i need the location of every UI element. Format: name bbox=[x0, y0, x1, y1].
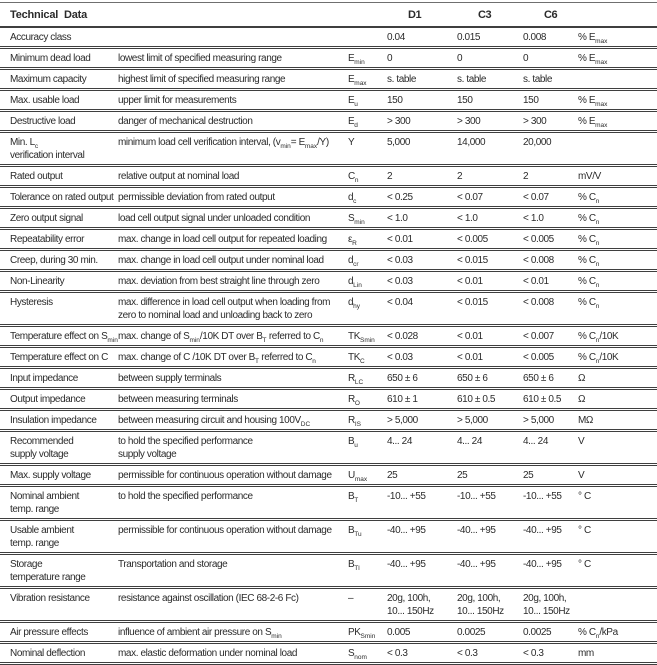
cell-value-c3: > 5,000 bbox=[457, 415, 488, 426]
cell-value-c6: 650 ± 6 bbox=[523, 373, 554, 384]
cell-value-d1: < 1.0 bbox=[387, 213, 408, 224]
cell-value-d1: < 0.03 bbox=[387, 352, 413, 363]
cell-parameter: Destructive load bbox=[10, 116, 76, 127]
cell-unit: % $E_{max}$ bbox=[578, 116, 608, 129]
cell-parameter: Nominal deflection bbox=[10, 648, 86, 659]
cell-value-c3: 650 ± 6 bbox=[457, 373, 488, 384]
cell-unit: V bbox=[578, 436, 585, 447]
cell-unit: mV/V bbox=[578, 171, 601, 182]
cell-value-c3: > 300 bbox=[457, 116, 481, 127]
cell-value-c3: 610 ± 0.5 bbox=[457, 394, 496, 405]
cell-value-c3: < 0.01 bbox=[457, 276, 483, 287]
cell-value-c3: 25 bbox=[457, 470, 468, 481]
cell-value-c3: 0 bbox=[457, 53, 463, 64]
cell-unit: % $E_{max}$ bbox=[578, 32, 608, 45]
cell-value-c3: < 0.3 bbox=[457, 648, 478, 659]
cell-value-c6: > 5,000 bbox=[523, 415, 554, 426]
cell-symbol: $E_d$ bbox=[348, 116, 358, 129]
table-row bbox=[0, 368, 657, 389]
cell-value-c6: < 0.008 bbox=[523, 297, 554, 308]
table-row bbox=[0, 208, 657, 229]
cell-description: max. change in load cell output for repeated loading bbox=[118, 234, 327, 245]
cell-description: highest limit of specified measuring range bbox=[118, 74, 286, 85]
table-row bbox=[0, 27, 657, 48]
cell-value-c3: s. table bbox=[457, 74, 487, 85]
cell-description: minimum load cell verification interval, $(v_{min}= E_{max}/Y)$ bbox=[118, 137, 329, 150]
table-row bbox=[0, 588, 657, 622]
cell-value-c3: 2 bbox=[457, 171, 463, 182]
cell-value-d1: > 5,000 bbox=[387, 415, 418, 426]
cell-unit: % $C_n$ bbox=[578, 255, 600, 268]
cell-parameter: Maximum capacity bbox=[10, 74, 87, 85]
cell-value-c6: < 0.007 bbox=[523, 331, 554, 342]
cell-parameter: Air pressure effects bbox=[10, 627, 88, 638]
cell-description: between measuring terminals bbox=[118, 394, 238, 405]
cell-value-c3: < 0.01 bbox=[457, 352, 483, 363]
cell-value-c6: 150 bbox=[523, 95, 539, 106]
cell-parameter: Zero output signal bbox=[10, 213, 83, 224]
column-header-c6: C6 bbox=[544, 9, 558, 21]
table-row bbox=[0, 271, 657, 292]
cell-description: influence of ambient air pressure on $S_{min}$ bbox=[118, 627, 282, 640]
cell-value-c6: < 0.005 bbox=[523, 234, 554, 245]
cell-value-c6: s. table bbox=[523, 74, 553, 85]
cell-unit: % $C_n/10K$ bbox=[578, 352, 619, 365]
cell-value-c3: 4... 24 bbox=[457, 436, 482, 447]
cell-parameter: Nominal ambient temp. range bbox=[10, 491, 80, 515]
cell-unit: % $C_n$ bbox=[578, 234, 600, 247]
cell-value-d1: 4... 24 bbox=[387, 436, 412, 447]
header-symbol-spacer bbox=[348, 3, 387, 28]
table-row bbox=[0, 389, 657, 410]
cell-value-d1: < 0.03 bbox=[387, 276, 413, 287]
table-row bbox=[0, 166, 657, 187]
cell-symbol: $U_{max}$ bbox=[348, 470, 368, 483]
cell-value-c6: 25 bbox=[523, 470, 534, 481]
cell-value-d1: 0.04 bbox=[387, 32, 405, 43]
cell-description: max. change of C /10K DT over $B_T$ referred to $C_n$ bbox=[118, 352, 316, 365]
cell-parameter: Insulation impedance bbox=[10, 415, 97, 426]
cell-value-d1: 150 bbox=[387, 95, 403, 106]
cell-value-c3: < 0.005 bbox=[457, 234, 488, 245]
cell-value-c3: -40... +95 bbox=[457, 525, 496, 536]
cell-value-d1: 650 ± 6 bbox=[387, 373, 418, 384]
cell-description: permissible for continuous operation without damage bbox=[118, 470, 332, 481]
cell-parameter: Tolerance on rated output bbox=[10, 192, 114, 203]
cell-symbol: $PK_{Smin}$ bbox=[348, 627, 376, 640]
cell-unit: % $E_{max}$ bbox=[578, 95, 608, 108]
cell-value-c6: 20g, 100h, 10... 150Hz bbox=[523, 593, 570, 617]
cell-symbol bbox=[348, 27, 387, 48]
cell-value-c3: 150 bbox=[457, 95, 473, 106]
cell-description: resistance against oscillation (IEC 68-2-6 Fc) bbox=[118, 593, 299, 604]
cell-value-d1: s. table bbox=[387, 74, 417, 85]
cell-parameter: Min. $L_c$ verification interval bbox=[10, 137, 85, 161]
cell-parameter: Input impedance bbox=[10, 373, 78, 384]
cell-description: Transportation and storage bbox=[118, 559, 228, 570]
cell-symbol: $R_O$ bbox=[348, 394, 360, 407]
cell-parameter: Storage temperature range bbox=[10, 559, 86, 583]
table-row bbox=[0, 229, 657, 250]
cell-symbol: $\varepsilon_R$ bbox=[348, 234, 357, 247]
table-row bbox=[0, 554, 657, 588]
table-row bbox=[0, 90, 657, 111]
cell-value-d1: 610 ± 1 bbox=[387, 394, 418, 405]
cell-value-d1: -10... +55 bbox=[387, 491, 426, 502]
cell-value-c3: 20g, 100h, 10... 150Hz bbox=[457, 593, 504, 617]
table-row bbox=[0, 347, 657, 368]
cell-value-d1: < 0.01 bbox=[387, 234, 413, 245]
cell-value-d1: 0.005 bbox=[387, 627, 411, 638]
cell-symbol: $B_{Tl}$ bbox=[348, 559, 360, 572]
cell-value-c6: < 0.005 bbox=[523, 352, 554, 363]
cell-symbol: $R_{IS}$ bbox=[348, 415, 361, 428]
cell-value-d1: 2 bbox=[387, 171, 393, 182]
cell-description: to hold the specified performance bbox=[118, 491, 253, 502]
cell-symbol: $E_{min}$ bbox=[348, 53, 365, 66]
table-row bbox=[0, 69, 657, 90]
cell-description: permissible for continuous operation without damage bbox=[118, 525, 332, 536]
cell-unit: MΩ bbox=[578, 415, 594, 426]
cell-unit: ° C bbox=[578, 525, 591, 536]
cell-description: max. change in load cell output under nominal load bbox=[118, 255, 324, 266]
cell-value-d1: 0 bbox=[387, 53, 393, 64]
technical-data-table bbox=[0, 2, 657, 665]
cell-value-c6: -40... +95 bbox=[523, 559, 562, 570]
column-header-c3: C3 bbox=[478, 9, 492, 21]
column-header-d1: D1 bbox=[408, 9, 422, 21]
cell-symbol: $B_u$ bbox=[348, 436, 358, 449]
table-row bbox=[0, 132, 657, 166]
cell-symbol: $E_u$ bbox=[348, 95, 358, 108]
table-body bbox=[0, 27, 657, 664]
cell-value-c6: 20,000 bbox=[523, 137, 552, 148]
cell-value-d1: < 0.04 bbox=[387, 297, 413, 308]
cell-unit bbox=[578, 69, 657, 90]
header-unit-spacer bbox=[578, 3, 657, 28]
cell-unit: ° C bbox=[578, 491, 591, 502]
cell-value-d1: < 0.25 bbox=[387, 192, 413, 203]
cell-unit: mm bbox=[578, 648, 594, 659]
cell-description: between supply terminals bbox=[118, 373, 222, 384]
cell-parameter: Recommended supply voltage bbox=[10, 436, 74, 460]
cell-parameter: Accuracy class bbox=[10, 32, 72, 43]
cell-value-d1: < 0.028 bbox=[387, 331, 418, 342]
cell-value-c6: > 300 bbox=[523, 116, 547, 127]
table-row bbox=[0, 292, 657, 326]
cell-value-d1: -40... +95 bbox=[387, 525, 426, 536]
cell-value-c6: 2 bbox=[523, 171, 529, 182]
cell-parameter: Creep, during 30 min. bbox=[10, 255, 98, 266]
cell-unit: ° C bbox=[578, 559, 591, 570]
cell-parameter: Minimum dead load bbox=[10, 53, 91, 64]
cell-value-c6: -10... +55 bbox=[523, 491, 562, 502]
cell-value-c3: < 0.015 bbox=[457, 297, 488, 308]
cell-description: lowest limit of specified measuring range bbox=[118, 53, 282, 64]
cell-parameter: Max. supply voltage bbox=[10, 470, 91, 481]
cell-unit bbox=[578, 132, 657, 166]
cell-symbol: $S_{min}$ bbox=[348, 213, 365, 226]
cell-description: permissible deviation from rated output bbox=[118, 192, 275, 203]
cell-symbol: $d_{Lin}$ bbox=[348, 276, 362, 289]
table-title: Technical Data bbox=[10, 9, 88, 21]
cell-unit: Ω bbox=[578, 394, 586, 405]
table-row bbox=[0, 187, 657, 208]
cell-value-c3: 0.0025 bbox=[457, 627, 486, 638]
cell-description: between measuring circuit and housing $100V_{DC}$ bbox=[118, 415, 311, 428]
cell-value-c3: 14,000 bbox=[457, 137, 486, 148]
cell-parameter: Output impedance bbox=[10, 394, 86, 405]
cell-value-d1: 20g, 100h, 10... 150Hz bbox=[387, 593, 434, 617]
cell-value-c6: 610 ± 0.5 bbox=[523, 394, 562, 405]
cell-parameter: Max. usable load bbox=[10, 95, 80, 106]
cell-parameter: Repeatability error bbox=[10, 234, 85, 245]
cell-description: to hold the specified performance supply voltage bbox=[118, 436, 253, 460]
cell-symbol: $B_T$ bbox=[348, 491, 359, 504]
cell-parameter: Vibration resistance bbox=[10, 593, 90, 604]
cell-unit: % $C_n$ bbox=[578, 192, 600, 205]
cell-value-c6: < 1.0 bbox=[523, 213, 544, 224]
cell-unit bbox=[578, 588, 657, 622]
cell-description bbox=[118, 27, 348, 48]
cell-value-c6: < 0.3 bbox=[523, 648, 544, 659]
cell-value-c3: -40... +95 bbox=[457, 559, 496, 570]
cell-description: upper limit for measurements bbox=[118, 95, 237, 106]
cell-parameter: Temperature effect on C bbox=[10, 352, 108, 363]
table-row bbox=[0, 326, 657, 347]
cell-unit: % $C_n/10K$ bbox=[578, 331, 619, 344]
cell-symbol: $d_{cr}$ bbox=[348, 255, 359, 268]
table-row bbox=[0, 520, 657, 554]
cell-symbol: $d_c$ bbox=[348, 192, 357, 205]
cell-unit: Ω bbox=[578, 373, 586, 384]
cell-symbol: $C_n$ bbox=[348, 171, 359, 184]
cell-value-c3: 0.015 bbox=[457, 32, 481, 43]
cell-symbol: $TK_C$ bbox=[348, 352, 365, 365]
cell-description: danger of mechanical destruction bbox=[118, 116, 253, 127]
cell-symbol: $B_{Tu}$ bbox=[348, 525, 362, 538]
cell-symbol: $d_{hy}$ bbox=[348, 297, 361, 310]
cell-symbol: $E_{max}$ bbox=[348, 74, 367, 87]
cell-description: load cell output signal under unloaded condition bbox=[118, 213, 311, 224]
cell-unit: % $C_n$ bbox=[578, 213, 600, 226]
cell-value-d1: < 0.3 bbox=[387, 648, 408, 659]
table-row bbox=[0, 410, 657, 431]
cell-value-c6: < 0.01 bbox=[523, 276, 549, 287]
cell-description: max. change of $S_{min}/10K$ DT over $B_T$ referred to $C_n$ bbox=[118, 331, 324, 344]
cell-value-c3: < 0.015 bbox=[457, 255, 488, 266]
cell-description: max. difference in load cell output when loading from zero to nominal load and unloading back to zero bbox=[118, 297, 331, 321]
cell-value-d1: -40... +95 bbox=[387, 559, 426, 570]
cell-symbol: $S_{nom}$ bbox=[348, 648, 367, 661]
cell-value-c6: < 0.008 bbox=[523, 255, 554, 266]
cell-value-c6: 4... 24 bbox=[523, 436, 548, 447]
cell-description: relative output at nominal load bbox=[118, 171, 240, 182]
cell-value-c6: < 0.07 bbox=[523, 192, 549, 203]
cell-unit: % $C_n$ bbox=[578, 276, 600, 289]
cell-unit: % $C_n$/kPa bbox=[578, 627, 618, 640]
header-row bbox=[0, 3, 657, 28]
cell-value-c3: -10... +55 bbox=[457, 491, 496, 502]
cell-description: max. elastic deformation under nominal load bbox=[118, 648, 298, 659]
cell-parameter: Usable ambient temp. range bbox=[10, 525, 74, 549]
cell-symbol: $R_{LC}$ bbox=[348, 373, 364, 386]
cell-value-c3: < 0.07 bbox=[457, 192, 483, 203]
cell-parameter: Temperature effect on $S_{min}$ bbox=[10, 331, 118, 344]
cell-value-c3: < 0.01 bbox=[457, 331, 483, 342]
cell-description: max. deviation from best straight line through zero bbox=[118, 276, 320, 287]
cell-value-d1: 25 bbox=[387, 470, 398, 481]
cell-unit: % $E_{max}$ bbox=[578, 53, 608, 66]
table-row bbox=[0, 431, 657, 465]
cell-value-c6: 0 bbox=[523, 53, 529, 64]
cell-unit: V bbox=[578, 470, 585, 481]
cell-value-c6: 0.008 bbox=[523, 32, 547, 43]
table-row bbox=[0, 643, 657, 664]
cell-value-d1: 5,000 bbox=[387, 137, 411, 148]
cell-value-c3: < 1.0 bbox=[457, 213, 478, 224]
cell-parameter: Non-Linearity bbox=[10, 276, 65, 287]
cell-value-d1: > 300 bbox=[387, 116, 411, 127]
cell-parameter: Hysteresis bbox=[10, 297, 53, 308]
cell-symbol: $TK_{Smin}$ bbox=[348, 331, 375, 344]
table-row bbox=[0, 465, 657, 486]
cell-symbol: Y bbox=[348, 137, 355, 148]
table-row bbox=[0, 250, 657, 271]
table-row bbox=[0, 622, 657, 643]
cell-value-c6: 0.0025 bbox=[523, 627, 552, 638]
table-row bbox=[0, 111, 657, 132]
cell-parameter: Rated output bbox=[10, 171, 63, 182]
cell-value-c6: -40... +95 bbox=[523, 525, 562, 536]
cell-value-d1: < 0.03 bbox=[387, 255, 413, 266]
table-row bbox=[0, 486, 657, 520]
cell-unit: % $C_n$ bbox=[578, 297, 600, 310]
cell-symbol: – bbox=[348, 593, 354, 604]
table-row bbox=[0, 48, 657, 69]
